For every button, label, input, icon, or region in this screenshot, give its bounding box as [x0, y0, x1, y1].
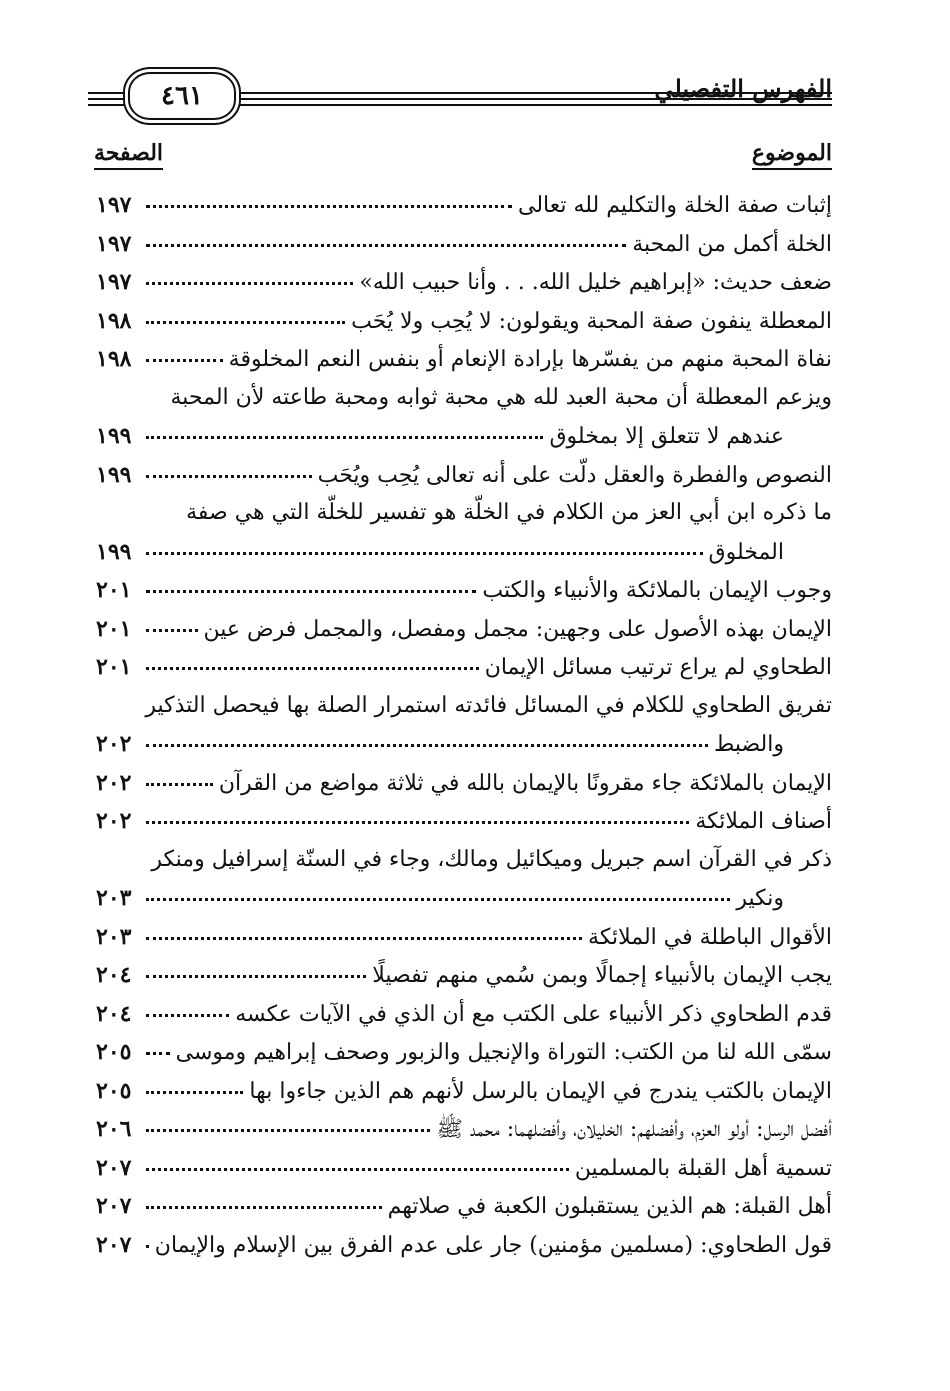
index-entry — [96, 648, 832, 687]
entry-title: الإيمان بهذه الأصول على وجهين: مجمل ومفصل، والمجمل فرض عين — [203, 616, 832, 642]
entry-line — [96, 956, 832, 995]
entry-line — [96, 918, 832, 957]
dot-leader — [146, 1052, 170, 1055]
entry-page-number: ٢٠٢ — [96, 731, 132, 757]
entry-title: الإيمان بالملائكة جاء مقرونًا بالإيمان بالله في ثلاثة مواضع من القرآن — [218, 770, 832, 796]
entry-title: قدم الطحاوي ذكر الأنبياء على الكتب مع أن الذي في الآيات عكسه — [235, 1001, 832, 1027]
index-entry — [96, 1226, 832, 1265]
dot-leader — [146, 1129, 430, 1132]
page-column-heading: الصفحة — [94, 140, 163, 170]
entry-line — [96, 186, 832, 225]
entry-page-number: ٢٠٣ — [96, 885, 132, 911]
topic-column-heading: الموضوع — [752, 140, 832, 170]
dot-leader — [146, 744, 708, 747]
dot-leader — [146, 475, 312, 478]
dot-leader — [146, 783, 213, 786]
entry-line — [96, 610, 832, 649]
dot-leader — [146, 629, 198, 632]
index-entry — [96, 956, 832, 995]
entry-page-number: ٢٠١ — [96, 577, 132, 603]
dot-leader — [146, 1014, 229, 1017]
entry-line — [96, 340, 832, 379]
entry-page-number: ٢٠٥ — [96, 1039, 132, 1065]
entry-line — [96, 1072, 832, 1111]
entry-title: أصناف الملائكة — [695, 809, 832, 834]
index-entries — [96, 186, 832, 1264]
dot-leader — [146, 1245, 149, 1248]
index-entry — [96, 571, 832, 610]
entry-title: ونكير — [736, 886, 784, 911]
dot-leader — [146, 821, 689, 824]
entry-line — [96, 879, 832, 918]
entry-page-number: ١٩٩ — [96, 461, 132, 488]
entry-title: يجب الإيمان بالأنبياء إجمالًا وبمن سُمي منهم تفصيلًا — [372, 963, 832, 988]
index-entry — [96, 610, 832, 649]
dot-leader — [146, 552, 703, 555]
dot-leader — [146, 590, 476, 593]
entry-line — [96, 533, 832, 572]
entry-page-number: ١٩٩ — [96, 423, 132, 449]
entry-title: أفضل الرسل: أولو العزم، وأفضلهم: الخليلان، وأفضلهما: محمد ﷺ — [436, 1117, 832, 1142]
entry-page-number: ٢٠٤ — [96, 962, 132, 988]
entry-page-number: ٢٠٢ — [96, 769, 132, 796]
entry-page-number: ٢٠٣ — [96, 923, 132, 950]
index-entry — [96, 1033, 832, 1072]
dot-leader — [146, 667, 479, 670]
page-header — [88, 72, 832, 128]
entry-line — [96, 802, 832, 841]
entry-title: تفريق الطحاوي للكلام في المسائل فائدته استمرار الصلة بها فيحصل التذكير — [145, 692, 832, 718]
entry-page-number: ١٩٧ — [96, 192, 132, 218]
entry-line — [96, 417, 832, 456]
column-headers — [88, 140, 832, 180]
entry-page-number: ٢٠٧ — [96, 1154, 132, 1181]
entry-page-number: ٢٠٦ — [96, 1116, 132, 1142]
entry-page-number: ١٩٩ — [96, 538, 132, 565]
entry-title: ذكر في القرآن اسم جبريل وميكائيل ومالك، وجاء في السنّة إسرافيل ومنكر — [151, 846, 832, 872]
entry-line — [96, 1187, 832, 1226]
index-entry — [96, 186, 832, 225]
entry-line — [96, 379, 832, 418]
dot-leader — [146, 436, 543, 439]
index-entry — [96, 802, 832, 841]
entry-title: ضعف حديث: «إبراهيم خليل الله. . . وأنا حبيب الله» — [359, 270, 832, 295]
entry-line — [96, 1033, 832, 1072]
entry-page-number: ١٩٨ — [96, 346, 132, 372]
index-entry — [96, 225, 832, 264]
index-entry — [96, 1072, 832, 1111]
dot-leader — [146, 1168, 569, 1171]
entry-line — [96, 725, 832, 764]
index-entry — [96, 456, 832, 495]
entry-title: المعطلة ينفون صفة المحبة ويقولون: لا يُحِب ولا يُحَب — [351, 308, 832, 334]
entry-title: إثبات صفة الخلة والتكليم لله تعالى — [517, 193, 832, 218]
entry-title: وجوب الإيمان بالملائكة والأنبياء والكتب — [482, 578, 832, 603]
index-entry — [96, 995, 832, 1034]
entry-line — [96, 494, 832, 533]
entry-page-number: ٢٠٧ — [96, 1231, 132, 1258]
entry-line — [96, 571, 832, 610]
dot-leader — [146, 244, 626, 247]
entry-page-number: ٢٠٧ — [96, 1193, 132, 1219]
header-rule — [240, 104, 832, 106]
entry-page-number: ١٩٧ — [96, 269, 132, 295]
entry-line — [96, 263, 832, 302]
dot-leader — [146, 205, 512, 208]
index-entry — [96, 687, 832, 764]
index-entry — [96, 379, 832, 456]
entry-page-number: ٢٠١ — [96, 615, 132, 642]
entry-line — [96, 225, 832, 264]
entry-title: نفاة المحبة منهم من يفسّرها بإرادة الإنعام أو بنفس النعم المخلوقة — [228, 347, 832, 372]
index-entry — [96, 841, 832, 918]
dot-leader — [146, 321, 345, 324]
entry-title: قول الطحاوي: (مسلمين مؤمنين) جار على عدم الفرق بين الإسلام والإيمان — [154, 1232, 832, 1258]
header-rule — [88, 98, 128, 100]
index-entry — [96, 1110, 832, 1149]
entry-page-number: ٢٠٤ — [96, 1000, 132, 1027]
entry-page-number: ٢٠٢ — [96, 808, 132, 834]
dot-leader — [146, 937, 582, 940]
entry-title: والضبط — [713, 732, 784, 757]
entry-title: أهل القبلة: هم الذين يستقبلون الكعبة في صلاتهم — [387, 1194, 832, 1219]
entry-line — [96, 1110, 832, 1149]
dot-leader — [146, 1206, 382, 1209]
dot-leader — [146, 282, 353, 285]
index-entry — [96, 1187, 832, 1226]
entry-line — [96, 302, 832, 341]
header-rule — [88, 92, 128, 94]
entry-title: الإيمان بالكتب يندرج في الإيمان بالرسل لأنهم هم الذين جاءوا بها — [249, 1078, 832, 1104]
index-entry — [96, 263, 832, 302]
entry-page-number: ١٩٧ — [96, 230, 132, 257]
entry-title: عندهم لا تتعلق إلا بمخلوق — [549, 424, 784, 449]
entry-title: ما ذكره ابن أبي العز من الكلام في الخلّة هو تفسير للخلّة التي هي صفة — [186, 500, 832, 525]
entry-line — [96, 764, 832, 803]
index-entry — [96, 302, 832, 341]
entry-title: الأقوال الباطلة في الملائكة — [588, 924, 832, 950]
entry-line — [96, 995, 832, 1034]
index-entry — [96, 918, 832, 957]
entry-line — [96, 841, 832, 880]
header-rule — [240, 98, 832, 100]
index-entry — [96, 764, 832, 803]
entry-line — [96, 1149, 832, 1188]
entry-title: سمّى الله لنا من الكتب: التوراة والإنجيل والزبور وصحف إبراهيم وموسى — [175, 1040, 832, 1065]
header-rule — [240, 92, 832, 94]
index-entry — [96, 340, 832, 379]
page-number: ٤٦١ — [128, 72, 236, 120]
entry-line — [96, 456, 832, 495]
index-entry — [96, 1149, 832, 1188]
entry-title: الطحاوي لم يراع ترتيب مسائل الإيمان — [484, 655, 832, 680]
entry-title: تسمية أهل القبلة بالمسلمين — [574, 1155, 832, 1181]
entry-title: المخلوق — [708, 539, 784, 565]
entry-line — [96, 648, 832, 687]
dot-leader — [146, 975, 366, 978]
running-title: الفهرس التفصيلي — [654, 74, 832, 103]
dot-leader — [146, 359, 223, 362]
index-entry — [96, 494, 832, 571]
header-rule — [88, 104, 128, 106]
dot-leader — [146, 898, 730, 901]
entry-title: النصوص والفطرة والعقل دلّت على أنه تعالى يُحِب ويُحَب — [317, 462, 832, 488]
entry-page-number: ٢٠١ — [96, 654, 132, 680]
dot-leader — [146, 1091, 243, 1094]
entry-page-number: ٢٠٥ — [96, 1077, 132, 1104]
entry-title: ويزعم المعطلة أن محبة العبد لله هي محبة ثوابه ومحبة طاعته لأن المحبة — [170, 384, 832, 410]
entry-title: الخلة أكمل من المحبة — [632, 231, 832, 257]
entry-line — [96, 1226, 832, 1265]
entry-page-number: ١٩٨ — [96, 307, 132, 334]
entry-line — [96, 687, 832, 726]
